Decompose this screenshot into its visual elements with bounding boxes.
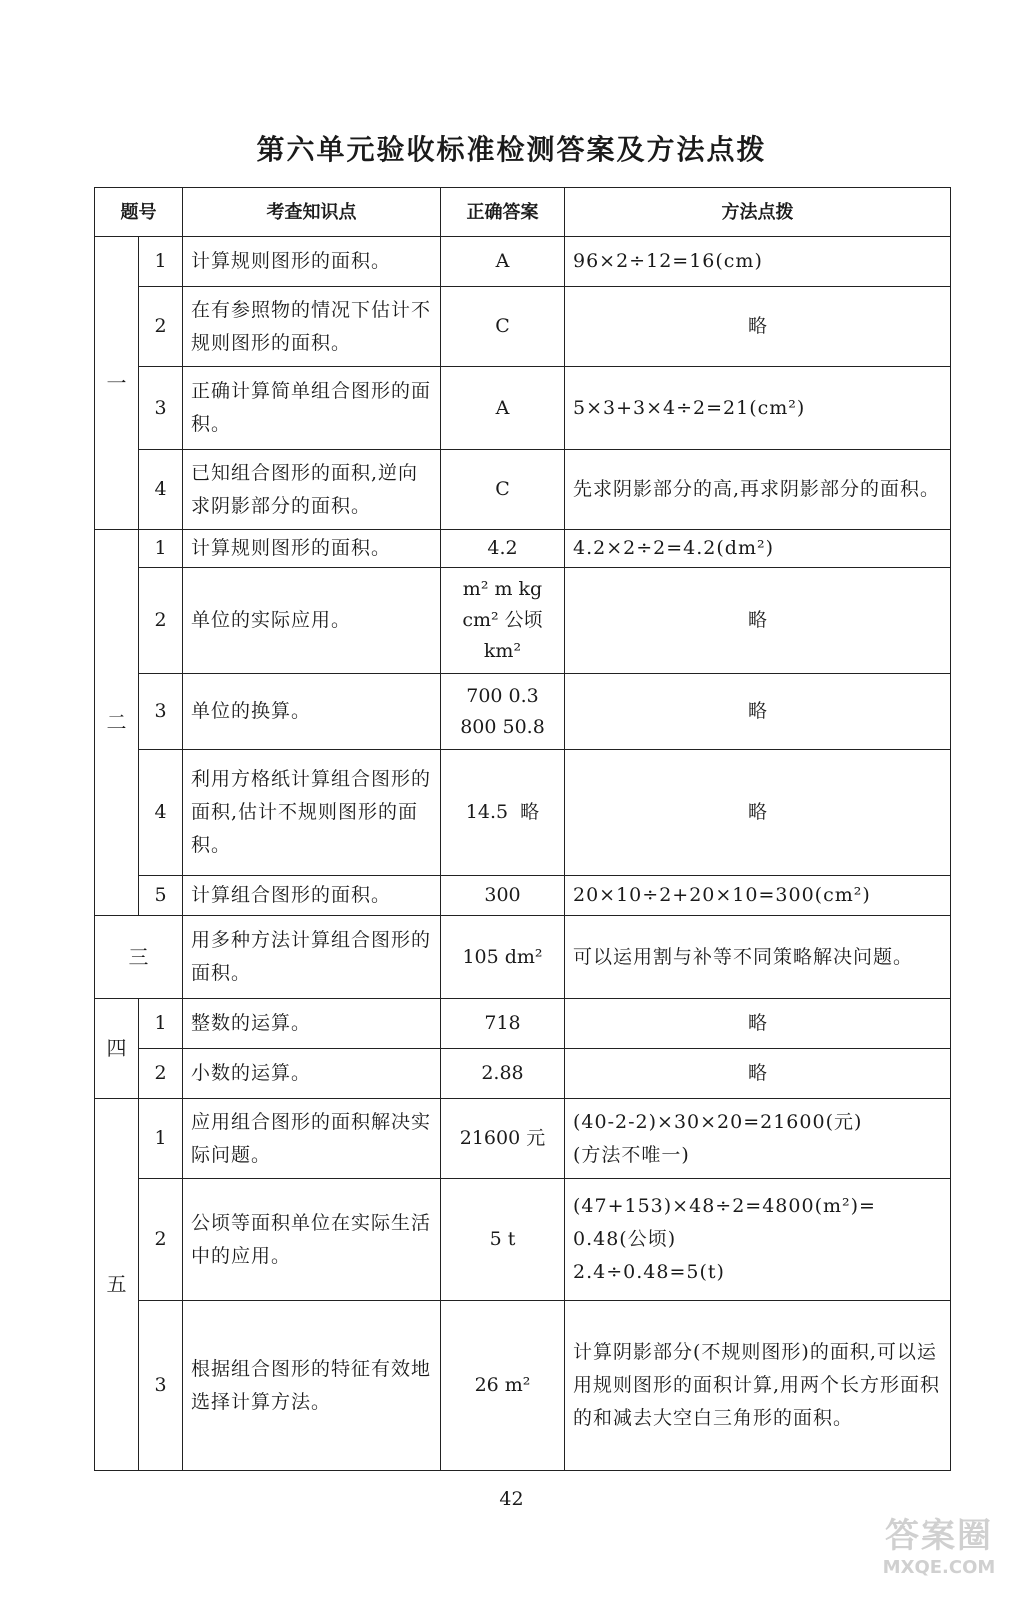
answer-cell: C bbox=[441, 287, 565, 367]
question-number: 1 bbox=[139, 1099, 183, 1179]
question-number: 4 bbox=[139, 450, 183, 530]
question-number: 2 bbox=[139, 1179, 183, 1301]
table-row bbox=[95, 450, 951, 530]
method-cell: 略 bbox=[565, 1049, 951, 1099]
method-cell: 略 bbox=[565, 287, 951, 367]
method-cell bbox=[565, 1099, 951, 1179]
knowledge-cell: 公顷等面积单位在实际生活中的应用。 bbox=[183, 1179, 441, 1301]
method-cell: 略 bbox=[565, 999, 951, 1049]
knowledge-cell: 整数的运算。 bbox=[183, 999, 441, 1049]
header-answer: 正确答案 bbox=[441, 188, 565, 237]
answer-cell: 2.88 bbox=[441, 1049, 565, 1099]
watermark-bottom: MXQE.COM bbox=[882, 1557, 996, 1578]
watermark-logo bbox=[879, 1508, 999, 1578]
knowledge-cell: 在有参照物的情况下估计不规则图形的面积。 bbox=[183, 287, 441, 367]
knowledge-cell: 用多种方法计算组合图形的面积。 bbox=[183, 916, 441, 999]
question-number: 2 bbox=[139, 287, 183, 367]
answer-cell bbox=[441, 674, 565, 750]
answer-table bbox=[94, 187, 951, 1471]
method-cell: 20×10÷2+20×10=300(cm²) bbox=[565, 876, 951, 916]
answer-line: m² m kg bbox=[462, 578, 543, 600]
answer-cell: 300 bbox=[441, 876, 565, 916]
answer-cell: 105 dm² bbox=[441, 916, 565, 999]
answer-cell bbox=[441, 568, 565, 674]
question-number: 2 bbox=[139, 1049, 183, 1099]
table-row bbox=[95, 1049, 951, 1099]
table-row bbox=[95, 674, 951, 750]
answer-line: 800 50.8 bbox=[460, 715, 545, 738]
question-number: 3 bbox=[139, 1301, 183, 1471]
method-cell: 4.2×2÷2=4.2(dm²) bbox=[565, 530, 951, 568]
table-row bbox=[95, 1099, 951, 1179]
table-row bbox=[95, 750, 951, 876]
question-number: 5 bbox=[139, 876, 183, 916]
question-number: 3 bbox=[139, 674, 183, 750]
method-cell bbox=[565, 1179, 951, 1301]
question-number: 1 bbox=[139, 237, 183, 287]
method-line: 0.48(公顷) bbox=[573, 1228, 677, 1250]
table-row bbox=[95, 1179, 951, 1301]
question-number: 4 bbox=[139, 750, 183, 876]
question-number: 2 bbox=[139, 568, 183, 674]
table-row bbox=[95, 530, 951, 568]
answer-cell: 21600 元 bbox=[441, 1099, 565, 1179]
method-line: (47+153)×48÷2=4800(m²)= bbox=[573, 1195, 876, 1217]
knowledge-cell: 正确计算简单组合图形的面积。 bbox=[183, 367, 441, 450]
watermark-top: 答案圈 bbox=[885, 1516, 993, 1556]
knowledge-cell: 根据组合图形的特征有效地选择计算方法。 bbox=[183, 1301, 441, 1471]
method-line: (40-2-2)×30×20=21600(元) bbox=[573, 1110, 863, 1133]
table-row bbox=[95, 287, 951, 367]
knowledge-cell: 计算组合图形的面积。 bbox=[183, 876, 441, 916]
answer-line: cm² 公顷 bbox=[462, 609, 543, 631]
table-row bbox=[95, 367, 951, 450]
header-row bbox=[95, 188, 951, 237]
table-row bbox=[95, 237, 951, 287]
method-cell: 先求阴影部分的高,再求阴影部分的面积。 bbox=[565, 450, 951, 530]
section-label: 二 bbox=[95, 530, 139, 916]
question-number: 3 bbox=[139, 367, 183, 450]
section-label: 五 bbox=[95, 1099, 139, 1471]
section-label: 四 bbox=[95, 999, 139, 1099]
knowledge-cell: 计算规则图形的面积。 bbox=[183, 237, 441, 287]
page-title: 第六单元验收标准检测答案及方法点拨 bbox=[256, 133, 767, 166]
knowledge-cell: 利用方格纸计算组合图形的面积,估计不规则图形的面积。 bbox=[183, 750, 441, 876]
method-cell: 略 bbox=[565, 750, 951, 876]
table-row bbox=[95, 999, 951, 1049]
answer-cell: A bbox=[441, 237, 565, 287]
table-row bbox=[95, 876, 951, 916]
knowledge-cell: 已知组合图形的面积,逆向求阴影部分的面积。 bbox=[183, 450, 441, 530]
knowledge-cell: 计算规则图形的面积。 bbox=[183, 530, 441, 568]
section-label: 一 bbox=[95, 237, 139, 530]
method-cell: 略 bbox=[565, 674, 951, 750]
answer-cell: 4.2 bbox=[441, 530, 565, 568]
method-cell: 略 bbox=[565, 568, 951, 674]
method-cell: 96×2÷12=16(cm) bbox=[565, 237, 951, 287]
knowledge-cell: 单位的换算。 bbox=[183, 674, 441, 750]
page-number: 42 bbox=[499, 1488, 524, 1510]
answer-line: km² bbox=[483, 640, 522, 662]
table-row bbox=[95, 568, 951, 674]
answer-cell: C bbox=[441, 450, 565, 530]
knowledge-cell: 应用组合图形的面积解决实际问题。 bbox=[183, 1099, 441, 1179]
knowledge-cell: 单位的实际应用。 bbox=[183, 568, 441, 674]
header-method: 方法点拨 bbox=[565, 188, 951, 237]
question-number: 1 bbox=[139, 530, 183, 568]
answer-cell: 14.5 略 bbox=[441, 750, 565, 876]
table-row bbox=[95, 1301, 951, 1471]
method-cell: 5×3+3×4÷2=21(cm²) bbox=[565, 367, 951, 450]
answer-cell: 5 t bbox=[441, 1179, 565, 1301]
knowledge-cell: 小数的运算。 bbox=[183, 1049, 441, 1099]
answer-line: 700 0.3 bbox=[466, 684, 539, 707]
answer-cell: A bbox=[441, 367, 565, 450]
answer-cell: 718 bbox=[441, 999, 565, 1049]
header-knowledge: 考查知识点 bbox=[183, 188, 441, 237]
question-number: 1 bbox=[139, 999, 183, 1049]
answer-cell: 26 m² bbox=[441, 1301, 565, 1471]
method-line: 2.4÷0.48=5(t) bbox=[573, 1261, 725, 1283]
method-line: (方法不唯一) bbox=[573, 1143, 690, 1166]
method-cell: 可以运用割与补等不同策略解决问题。 bbox=[565, 916, 951, 999]
method-cell: 计算阴影部分(不规则图形)的面积,可以运用规则图形的面积计算,用两个长方形面积的和减去大空白三角形的面积。 bbox=[565, 1301, 951, 1471]
section-label: 三 bbox=[95, 916, 183, 999]
table-row bbox=[95, 916, 951, 999]
header-number: 题号 bbox=[95, 188, 183, 237]
